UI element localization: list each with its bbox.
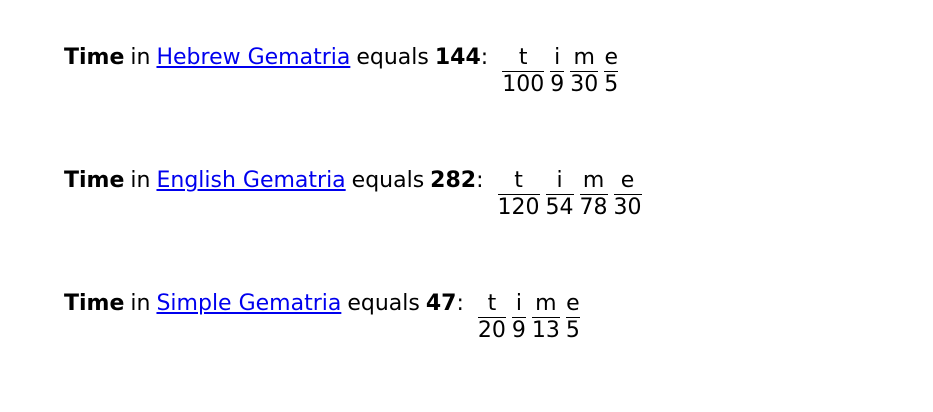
gematria-row-simple (64, 291, 586, 344)
letter-char: i (512, 291, 526, 318)
letter-value: 30 (570, 72, 599, 97)
letter-column (478, 291, 506, 344)
colon-text: : (480, 45, 489, 70)
word-label: Time (64, 291, 125, 316)
connector-text: in (130, 45, 151, 70)
colon-text: : (476, 168, 484, 193)
equals-text: equals (351, 168, 425, 193)
letter-column (614, 168, 642, 221)
letter-column (512, 291, 526, 344)
connector-text: in (130, 168, 151, 193)
equals-text: equals (356, 45, 429, 70)
english-gematria-link[interactable]: English Gematria (156, 168, 346, 193)
equals-text: equals (347, 291, 420, 316)
letter-char: e (566, 291, 580, 316)
letter-char: t (478, 291, 506, 318)
letter-breakdown (502, 45, 624, 98)
letter-column (580, 168, 608, 221)
letter-char: m (570, 45, 598, 72)
word-label: Time (64, 45, 125, 70)
letter-value: 9 (511, 318, 526, 343)
gematria-total: 144 (434, 45, 481, 70)
letter-value: 5 (565, 318, 580, 343)
letter-value: 13 (531, 318, 560, 343)
letter-char: t (498, 168, 540, 195)
letter-column (566, 291, 580, 344)
letter-char: m (532, 291, 560, 318)
hebrew-gematria-link[interactable]: Hebrew Gematria (156, 45, 351, 70)
letter-value: 54 (545, 195, 574, 220)
letter-breakdown (498, 168, 648, 221)
letter-char: e (614, 168, 642, 195)
letter-column (498, 168, 540, 221)
letter-value: 5 (604, 72, 619, 97)
gematria-total: 47 (425, 291, 457, 316)
letter-char: i (550, 45, 564, 72)
gematria-row-english (64, 168, 648, 221)
letter-column (532, 291, 560, 344)
letter-column (570, 45, 598, 98)
letter-value: 9 (550, 72, 565, 97)
gematria-row-hebrew (64, 45, 624, 98)
colon-text: : (456, 291, 464, 316)
word-label: Time (64, 168, 125, 193)
letter-column (502, 45, 544, 98)
letter-char: m (580, 168, 608, 195)
simple-gematria-link[interactable]: Simple Gematria (156, 291, 342, 316)
letter-char: e (604, 45, 618, 70)
letter-value: 100 (502, 72, 545, 97)
letter-column (546, 168, 574, 221)
letter-column (550, 45, 564, 98)
connector-text: in (130, 291, 151, 316)
letter-char: t (502, 45, 544, 72)
gematria-total: 282 (430, 168, 477, 193)
letter-value: 20 (477, 318, 506, 343)
letter-column (604, 45, 618, 98)
letter-value: 78 (579, 195, 608, 220)
letter-value: 120 (497, 195, 540, 220)
letter-value: 30 (613, 195, 642, 220)
letter-char: i (546, 168, 574, 195)
letter-breakdown (478, 291, 586, 344)
